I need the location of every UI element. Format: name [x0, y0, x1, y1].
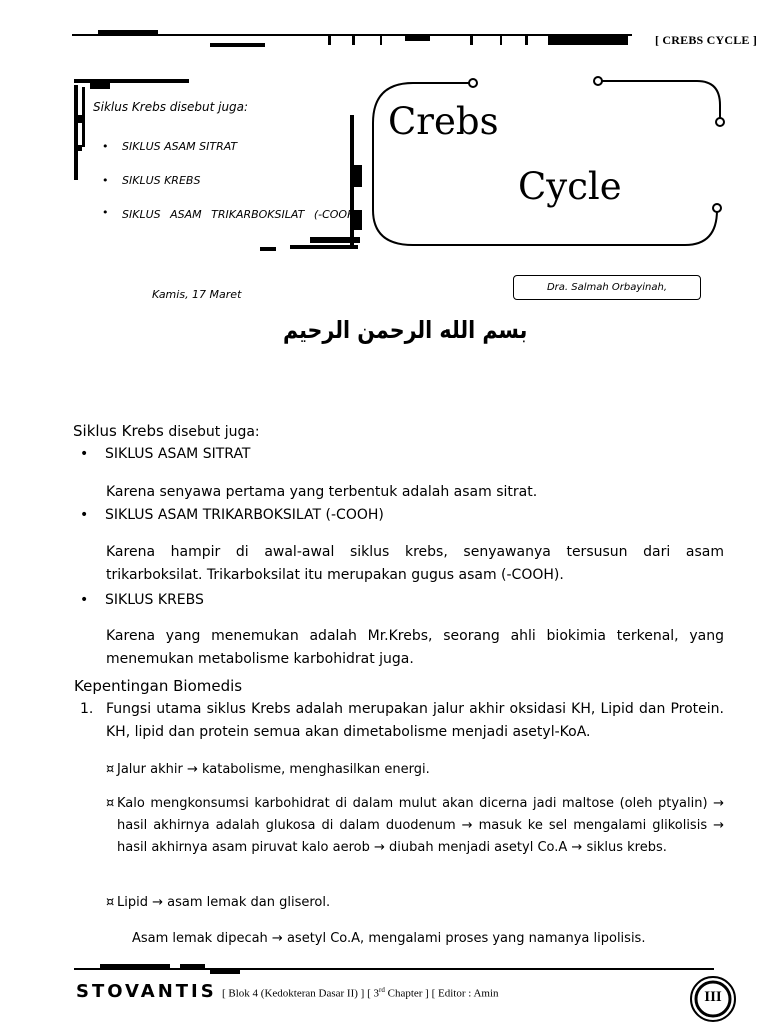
- list-item-description: Karena yang menemukan adalah Mr.Krebs, seorang ahli biokimia terkenal, yang menemukan metabolisme karbohidrat juga.: [106, 628, 724, 667]
- footer-rule: [70, 960, 730, 980]
- intro-box-title: Siklus Krebs disebut juga:: [93, 100, 249, 114]
- sub-point: ¤ Lipid → asam lemak dan gliserol.: [106, 895, 331, 910]
- list-item-description: Karena senyawa pertama yang terbentuk adalah asam sitrat.: [106, 484, 538, 500]
- section-heading: Kepentingan Biomedis: [74, 677, 243, 695]
- author-box: [513, 275, 701, 300]
- sub-point-detail: Asam lemak dipecah → asetyl Co.A, mengalami proses yang namanya lipolisis.: [132, 931, 646, 946]
- page-number-badge: [688, 972, 738, 1022]
- sub-point: ¤ Jalur akhir → katabolisme, menghasilkan energi.: [106, 762, 430, 777]
- numbered-item: 1. Fungsi utama siklus Krebs adalah merupakan jalur akhir oksidasi KH, Lipid dan Protein. KH, lipid dan protein semua akan dimetabolisme menjadi asetyl-KoA.: [80, 701, 724, 740]
- basmala-calligraphy: بسم الله الرحمن الرحيم: [282, 316, 528, 344]
- list-item: • SIKLUS ASAM SITRAT: [80, 446, 251, 462]
- list-item-description: Karena hampir di awal-awal siklus krebs, senyawanya tersusun dari asam trikarboksilat. Trikarboksilat itu merupakan gugus asam (-COOH).: [106, 544, 724, 583]
- main-intro: Siklus Krebs disebut juga:: [73, 422, 260, 440]
- header-rule: [0, 0, 768, 50]
- intro-box-item: • SIKLUS KREBS: [102, 174, 201, 187]
- list-item: • SIKLUS ASAM TRIKARBOKSILAT (-COOH): [80, 507, 384, 523]
- date: Kamis, 17 Maret: [152, 288, 242, 301]
- chapter-tag: [ CREBS CYCLE ]: [655, 33, 758, 47]
- author-name: Dra. Salmah Orbayinah,: [546, 282, 668, 293]
- footer-logo: STOVANTIS: [76, 981, 217, 1002]
- sub-point: ¤ Kalo mengkonsumsi karbohidrat di dalam mulut akan dicerna jadi maltose (oleh ptyalin) → hasil akhirnya adalah glukosa di dalam duodenum → masuk ke sel mengalami glikolisis → hasil akhirnya asam piruvat kalo aerob → diubah menjadi asetyl Co.A → siklus krebs.: [106, 796, 724, 855]
- intro-box-item-clipped: • SIKLUS ASAM TRIKARBOKSILAT (-COOH): [102, 206, 360, 221]
- list-item: • SIKLUS KREBS: [80, 592, 204, 608]
- page-number: III: [704, 989, 722, 1005]
- title-line-1: Crebs: [388, 100, 499, 143]
- footer-info: [ Blok 4 (Kedokteran Dasar II) ] [ 3rd Chapter ] [ Editor : Amin: [222, 986, 499, 1000]
- title-line-2: Cycle: [518, 165, 622, 208]
- intro-box-item: • SIKLUS ASAM SITRAT: [102, 140, 238, 153]
